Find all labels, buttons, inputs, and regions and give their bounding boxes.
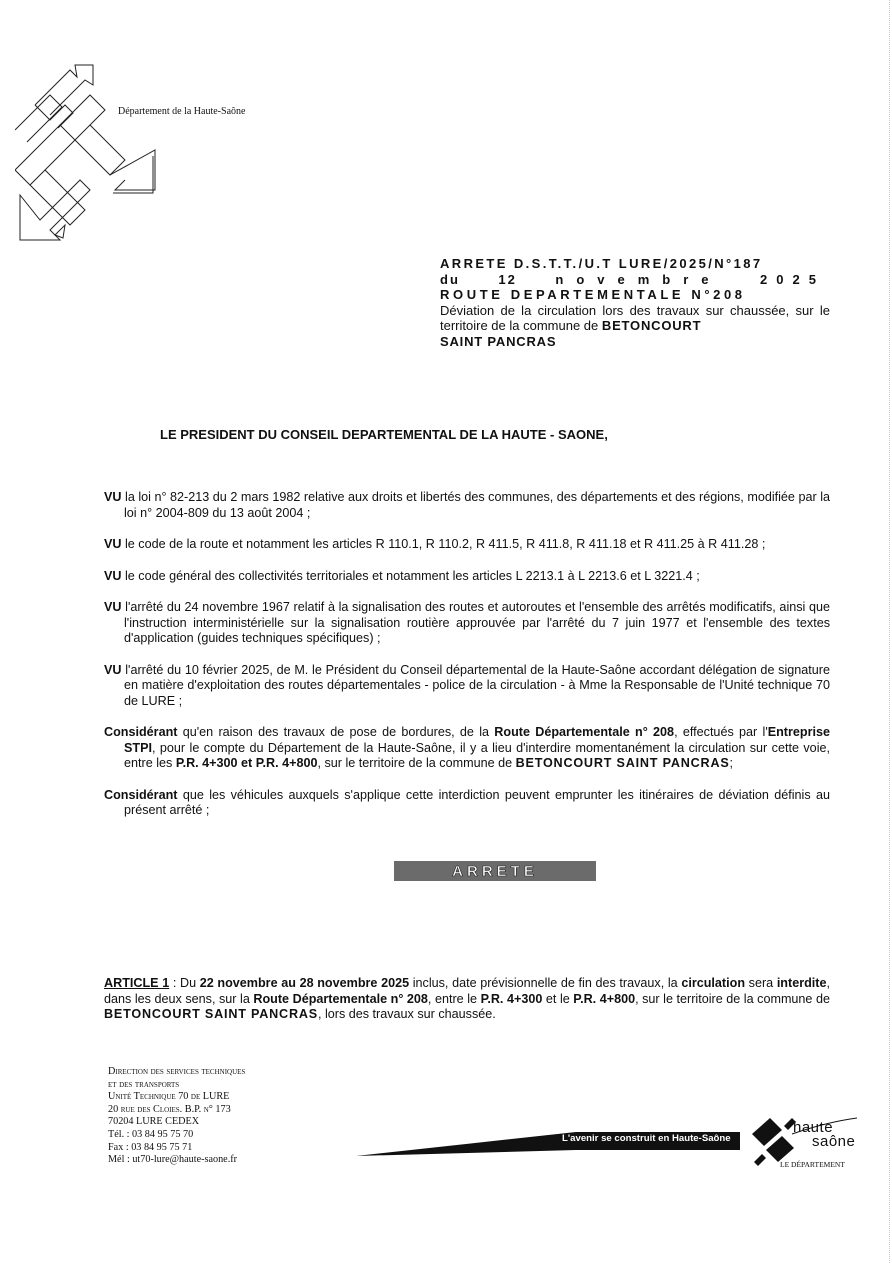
text: , dans les deux sens, sur la <box>104 976 830 1006</box>
vu-paragraph <box>104 569 830 585</box>
address-line: et des transports <box>108 1078 180 1090</box>
address-line: Direction des services techniques <box>108 1066 246 1077</box>
vu-paragraph <box>104 490 830 521</box>
considerant-paragraph <box>104 788 830 819</box>
text: , lors des travaux sur chaussée. <box>317 1007 496 1021</box>
route-ref: Route Départementale n° 208 <box>253 991 428 1006</box>
president-heading: LE PRESIDENT DU CONSEIL DEPARTEMENTAL DE LA HAUTE - SAONE, <box>160 427 608 442</box>
vu-text: le code de la route et notamment les articles R 110.1, R 110.2, R 411.5, R 411.8, R 411.18 et R 411.25 à R 411.28 ; <box>121 537 766 551</box>
article-1 <box>104 976 830 1023</box>
considerant-keyword: Considérant <box>104 725 178 739</box>
decree-header <box>440 256 830 349</box>
department-logo <box>15 60 165 245</box>
vu-text: la loi n° 82-213 du 2 mars 1982 relative aux droits et libertés des communes, des départements et des régions, modifiée par la loi n° 2004-809 du 13 août 2004 ; <box>121 490 830 520</box>
commune-name: BETONCOURT SAINT PANCRAS <box>515 756 730 770</box>
decree-reference: ARRETE D.S.T.T./U.T LURE/2025/N°187 <box>440 256 763 271</box>
vu-paragraph <box>104 663 830 710</box>
decree-description <box>440 303 830 334</box>
address-line: Unité Technique 70 de LURE <box>108 1091 230 1103</box>
address-line: 20 rue des Cloies. B.P. n° 173 <box>108 1103 231 1115</box>
text: sera <box>745 976 777 990</box>
text: , sur le territoire de la commune de <box>317 756 516 770</box>
text: , sur le territoire de la commune de <box>635 991 830 1006</box>
vu-keyword: VU <box>104 568 122 583</box>
considerant-keyword: Considérant <box>104 787 178 802</box>
pr-start: P.R. 4+300 <box>480 991 543 1006</box>
commune-name-1: BETONCOURT <box>601 318 702 333</box>
decree-date <box>440 272 825 288</box>
email[interactable]: Mél : ut70-lure@haute-saone.fr <box>108 1154 238 1166</box>
vu-keyword: VU <box>104 600 122 614</box>
slogan-text: L'avenir se construit en Haute-Saône <box>562 1133 731 1144</box>
text: qu'en raison des travaux de pose de bordures, de la <box>177 725 495 739</box>
company-name: Entreprise STPI <box>124 725 831 755</box>
phone: Tél. : 03 84 95 75 70 <box>108 1128 194 1140</box>
page-edge <box>888 0 890 1263</box>
considerant-text: que les véhicules auxquels s'applique cette interdiction peuvent emprunter les itinéraires de déviation définis au présent arrêté ; <box>124 787 830 817</box>
text-bold: interdite <box>776 976 827 990</box>
arrete-title-box <box>394 861 596 881</box>
date-day: 12 <box>498 271 517 287</box>
text: : Du <box>169 976 200 990</box>
vu-text: le code général des collectivités territoriales et notamment les articles L 2213.1 à L 2213.6 et L 3221.4 ; <box>121 568 700 583</box>
footer-address <box>108 1066 245 1167</box>
article-label: ARTICLE 1 <box>104 976 170 990</box>
text: ; <box>729 756 734 770</box>
considerant-paragraph <box>104 725 830 772</box>
vu-paragraph <box>104 537 830 553</box>
arrete-title: ARRETE <box>452 862 538 880</box>
vu-keyword: VU <box>104 490 122 504</box>
date-month: novembre <box>555 271 722 287</box>
pr-range: P.R. 4+300 et P.R. 4+800 <box>175 756 318 770</box>
department-name: Département de la Haute-Saône <box>118 106 246 117</box>
logo-word-saone: saône <box>812 1133 856 1150</box>
vu-text: l'arrêté du 10 février 2025, de M. le Président du Conseil départemental de la Haute-Saône accordant délégation de signature en matière d'exploitation des routes départementales - police de la circulation - à Mme la Responsable de l'Unité technique 70 de LURE ; <box>121 662 830 708</box>
desc-text: Déviation de la circulation lors des travaux sur chaussée, sur le territoire de la commune de <box>440 302 830 333</box>
date-year: 2025 <box>760 271 825 287</box>
vu-keyword: VU <box>104 537 122 551</box>
address-line: 70204 LURE CEDEX <box>108 1116 200 1128</box>
commune-name: BETONCOURT SAINT PANCRAS <box>104 1007 318 1021</box>
text: , effectués par l' <box>674 725 768 739</box>
text: et le <box>542 991 574 1006</box>
route-title: ROUTE DEPARTEMENTALE N°208 <box>440 287 746 302</box>
vu-text: l'arrêté du 24 novembre 1967 relatif à la signalisation des routes et autoroutes et l'ensemble des arrêtés modificatifs, ainsi que l'instruction interministérielle sur la signalisation routière approuvée par l'arrêté du 7 juin 1977 et l'ensemble des textes d'application (guides techniques spécifiques) ; <box>121 600 830 645</box>
text: , entre le <box>427 991 481 1006</box>
text: , pour le compte du Département de la Haute-Saône, il y a lieu d'interdire momentanément la circulation sur cette voie, entre les <box>124 740 830 770</box>
vu-paragraph <box>104 600 830 647</box>
decree-body <box>104 490 830 835</box>
fax: Fax : 03 84 95 75 71 <box>108 1141 193 1153</box>
route-ref: Route Départementale n° 208 <box>494 725 675 739</box>
date-du: du <box>440 271 460 287</box>
vu-keyword: VU <box>104 662 122 677</box>
date-range: 22 novembre au 28 novembre 2025 <box>199 976 410 990</box>
logo-word-haute: haute <box>793 1119 834 1136</box>
text-bold: circulation <box>681 976 746 990</box>
logo-label: LE DÉPARTEMENT <box>780 1160 845 1169</box>
text: inclus, date prévisionnelle de fin des travaux, la <box>409 976 682 990</box>
pr-end: P.R. 4+800 <box>573 991 636 1006</box>
commune-name-2: SAINT PANCRAS <box>440 333 557 349</box>
